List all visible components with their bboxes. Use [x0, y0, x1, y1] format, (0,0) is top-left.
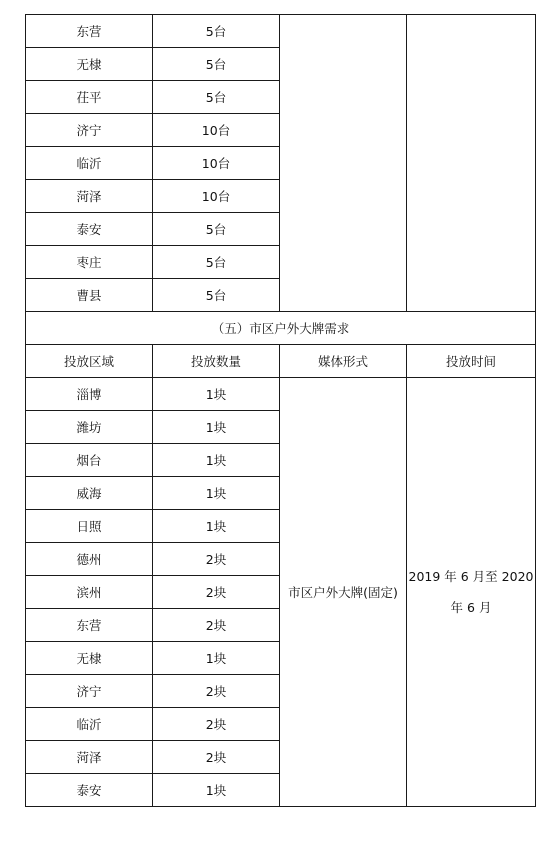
- media-form-cell-empty: [280, 15, 407, 312]
- quantity-cell: 1块: [153, 642, 280, 675]
- region-cell: 滨州: [26, 576, 153, 609]
- region-cell: 潍坊: [26, 411, 153, 444]
- period-cell-empty: [407, 15, 536, 312]
- header-period: 投放时间: [407, 345, 536, 378]
- quantity-cell: 5台: [153, 213, 280, 246]
- region-cell: 威海: [26, 477, 153, 510]
- region-cell: 枣庄: [26, 246, 153, 279]
- period-cell: [407, 378, 536, 807]
- region-cell: 济宁: [26, 675, 153, 708]
- quantity-cell: 1块: [153, 774, 280, 807]
- header-quantity: 投放数量: [153, 345, 280, 378]
- region-cell: 济宁: [26, 114, 153, 147]
- section-title-row: [26, 312, 536, 345]
- media-form-cell: 市区户外大牌(固定): [280, 378, 407, 807]
- region-cell: 临沂: [26, 147, 153, 180]
- region-cell: 曹县: [26, 279, 153, 312]
- quantity-cell: 1块: [153, 477, 280, 510]
- region-cell: 东营: [26, 15, 153, 48]
- region-cell: 泰安: [26, 213, 153, 246]
- quantity-cell: 10台: [153, 180, 280, 213]
- quantity-cell: 2块: [153, 609, 280, 642]
- quantity-cell: 2块: [153, 543, 280, 576]
- header-media-form: 媒体形式: [280, 345, 407, 378]
- quantity-cell: 10台: [153, 114, 280, 147]
- section-title: （五）市区户外大牌需求: [26, 312, 536, 345]
- region-cell: 德州: [26, 543, 153, 576]
- table-row: [26, 15, 536, 48]
- region-cell: 茌平: [26, 81, 153, 114]
- region-cell: 日照: [26, 510, 153, 543]
- period-line-2: 年 6 月: [450, 600, 492, 615]
- region-cell: 菏泽: [26, 741, 153, 774]
- period-line-1: 2019 年 6 月至 2020: [408, 569, 534, 584]
- region-cell: 东营: [26, 609, 153, 642]
- table-body: [26, 15, 536, 807]
- quantity-cell: 1块: [153, 510, 280, 543]
- quantity-cell: 2块: [153, 708, 280, 741]
- quantity-cell: 5台: [153, 48, 280, 81]
- region-cell: 烟台: [26, 444, 153, 477]
- quantity-cell: 1块: [153, 444, 280, 477]
- table-row: [26, 378, 536, 411]
- quantity-cell: 10台: [153, 147, 280, 180]
- region-cell: 淄博: [26, 378, 153, 411]
- quantity-cell: 2块: [153, 576, 280, 609]
- quantity-cell: 5台: [153, 81, 280, 114]
- quantity-cell: 5台: [153, 246, 280, 279]
- quantity-cell: 5台: [153, 279, 280, 312]
- header-region: 投放区域: [26, 345, 153, 378]
- region-cell: 临沂: [26, 708, 153, 741]
- region-cell: 无棣: [26, 642, 153, 675]
- quantity-cell: 2块: [153, 675, 280, 708]
- quantity-cell: 5台: [153, 15, 280, 48]
- region-cell: 菏泽: [26, 180, 153, 213]
- media-demand-table: [25, 14, 536, 807]
- region-cell: 泰安: [26, 774, 153, 807]
- quantity-cell: 1块: [153, 411, 280, 444]
- quantity-cell: 1块: [153, 378, 280, 411]
- region-cell: 无棣: [26, 48, 153, 81]
- header-row: [26, 345, 536, 378]
- quantity-cell: 2块: [153, 741, 280, 774]
